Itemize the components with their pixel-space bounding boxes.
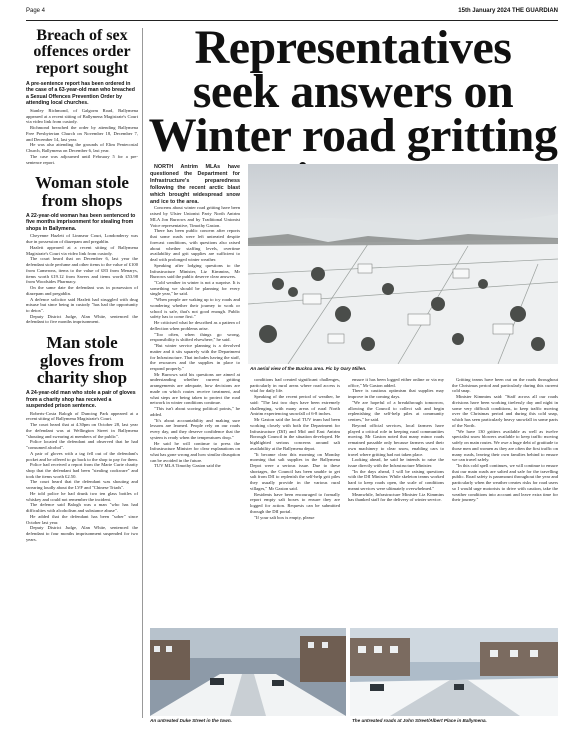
story-paragraph: Deputy District Judge, Alan White, sentenced the defendant to four months imprisonment suspended for two years. xyxy=(26,525,138,542)
main-paragraph: Gritting teams have been out on the roads throughout the Christmas period and particularly during this current cold snap. xyxy=(452,377,558,394)
main-paragraph: Beyond official services, local farmers have played a critical role in keeping rural communities moving. Mr Gaston noted that many minor roads remained passable only because farmers used their own machinery to clear snow, enabling cars to travel where gritting had not taken place. xyxy=(348,422,444,457)
main-paragraph: Mr Gaston said the local TUV team had been working closely with both the Department for Infrastructure (DfI) and Mid and East Antrim Borough Council in the situation developed. He highlighted serious concerns around salt availability at the Ballymena depot. xyxy=(250,417,340,451)
story-paragraph: Hazlett appeared at a recent sitting of Ballymena Magistrate's Court via video link from custody. xyxy=(26,244,138,256)
main-paragraph: "It became clear this morning on Monday morning that salt supplies in the Ballymena Depot were a serious issue. Due to these shortages, the Council has been unable to get salt from DfI to replenish the self-help grit piles they usually provide in the various rural villages," Mr Gaston said. xyxy=(250,451,340,491)
story-paragraph: Richmond breached the order by attending Ballymena Free Presbyterian Church on November 18, December 7, and December 14, last year. xyxy=(26,125,138,142)
main-column-2 xyxy=(250,377,340,520)
story-headline: Breach of sex offences order report sought xyxy=(33,27,131,77)
story-paragraph: A pair of gloves with a tag fell out of the defendant's pocket and he offered to go back to the shop to pay for them. xyxy=(26,450,138,462)
photo-caption: An untreated Duke Street in the town. xyxy=(150,718,232,723)
main-paragraph: "If your salt box is empty, please xyxy=(254,514,315,520)
photo-caption: An aerial view of the Buckna area. Pic by Gary Millen. xyxy=(250,366,367,371)
story-paragraph: He added that the defendant has been "sober" since October last year. xyxy=(26,513,138,525)
main-paragraph: "We are hopeful of a breakthrough tomorrow, allowing the Council to collect salt and begin replenishing the self-help piles at community centres," he said. xyxy=(348,399,444,423)
main-paragraph: There has been public concern after reports that some roads were left untreated despite forecast conditions, with questions also raised about whether staffing levels, overtime availability and grit supplies are sufficient to deal with prolonged winter weather. xyxy=(150,228,240,263)
main-paragraph: Speaking of the recent period of weather, he said: "The last two days have been extremely challenging, with many areas of rural North Antrim experiencing snowfall of 6-8 inches. xyxy=(250,394,340,417)
story-paragraph: The defence said Balogh was a man "who has had difficulties with alcoholism and substance abuse". xyxy=(26,502,138,514)
main-paragraph: Minister Kimmins said: "Staff across all our roads divisions have been working tirelessly day and night in some very difficult conditions, to keep traffic moving over the Christmas period and during this cold snap, which has seen particularly heavy snowfall in some parts of the North. xyxy=(452,394,558,428)
aerial-photo xyxy=(248,164,558,364)
story-paragraph: Stanley Richmond, of Galgorm Road, Ballymena appeared at a recent sitting of Ballymena Magistrate's Court via video link from custody. xyxy=(26,107,138,125)
main-paragraph: "In the days ahead, I will be raising questions with the DfI Minister. While skeleton teams worked hard to keep roads open, the scale of conditions meant services were ultimately overwhelmed." xyxy=(348,468,444,491)
story-paragraph: The case was adjourned until February 5 for a pre-sentence report. xyxy=(26,153,138,165)
photo-caption: The untreated roads at John Street/Albert Place in Ballymena. xyxy=(352,718,487,723)
story-paragraph: The court heard that the defendant was shouting and swearing loudly about the LVF and "Chinese Triads". xyxy=(26,479,138,491)
story-paragraph: Police located the defendant and observed that he had "consumed alcohol". xyxy=(26,439,138,451)
page-header xyxy=(26,8,558,18)
street-photo xyxy=(150,628,346,716)
main-paragraph: "In this cold spell continues, we will continue to ensure that our main roads are salted and safe for the travelling public. Road safety is paramount throughout the year and particularly when the weather creates risks for road users so I would urge motorists to drive with caution, take the weather conditions into account and leave extra time for their journey." xyxy=(452,463,558,503)
main-paragraph: Residents have been encouraged to formally report empty salt boxes to ensure they are logged for action. Requests can be submitted through the DfI portal. xyxy=(250,491,340,514)
main-paragraph: Mr Burrows said his questions are aimed at understanding whether current gritting arrangements are adequate, how decisions are made on which routes receive treatment, and what steps are being taken to protect the road network in winter conditions continue. xyxy=(150,371,240,406)
main-paragraph: Looking ahead, he said he intends to raise the issue directly with the Infrastructure Minister. xyxy=(348,457,444,469)
story-paragraph: Police had received a report from the Marie Curie charity shop that the defendant had been "stealing cookware" and took the items worth £2.50. xyxy=(26,462,138,479)
main-column-4 xyxy=(452,377,558,503)
story-woman xyxy=(26,174,138,325)
main-headline: Representatives seek answers on Winter road gritting xyxy=(148,21,558,162)
story-paragraph: A defence solicitor said Hazlett had struggled with drug misuse but since being in custody "has had the opportunity to detox". xyxy=(26,296,138,313)
story-paragraph: The court heard that at 4.30pm on October 28, last year the defendant was at Wellington Street in Ballymena "shouting and swearing at members of the public". xyxy=(26,422,138,439)
column-divider xyxy=(142,28,143,718)
page-number: Page 4 xyxy=(26,8,46,14)
roads-photo xyxy=(350,628,558,716)
main-paragraph: He criticised what he described as a pattern of deflection when problems arise. xyxy=(150,320,240,331)
main-paragraph: TUV MLA Timothy Gaston said the xyxy=(154,463,221,469)
main-paragraph: "Cold weather in winter is not a surprise. It is something we should be planning for every single year," he said. xyxy=(150,279,240,297)
story-breach xyxy=(26,28,138,165)
main-paragraph: ensure it has been logged either online or via my office," Mr Gaston added. xyxy=(348,377,444,388)
story-paragraph: He was also attending the grounds of Elim Pentecostal Church, Ballymena on December 6, last year. xyxy=(26,142,138,154)
main-paragraph: conditions had created significant challenges, particularly in rural areas where road access is vital for daily life. xyxy=(250,377,340,394)
left-column xyxy=(26,28,138,543)
main-paragraph: "We have 130 gritters available as well as twelve specialist snow blowers available to keep traffic moving safely on main routes. We owe a huge debt of gratitude to those men and women as they are often the first traffic on many roads, leaving their own families behind to ensure we can travel safely. xyxy=(452,428,558,463)
main-intro: NORTH Antrim MLAs have questioned the Department for Infrastructure's preparedness following the recent arctic blast which brought widespread snow and ice to the area. xyxy=(150,164,240,205)
story-headline: Woman stole from shops xyxy=(35,173,129,210)
main-paragraph: There is cautious optimism that supplies may improve in the coming days. xyxy=(348,388,444,400)
story-lead: A 22-year-old woman has been sentenced to five months imprisonment for stealing from shops in Ballymena. xyxy=(26,212,136,232)
story-headline: Man stole gloves from charity shop xyxy=(36,333,128,387)
story-paragraph: Roberts-Costa Balogh of Duncing Park appeared at a recent sitting of Ballymena Magistrate's Court. xyxy=(26,410,138,422)
story-lead: A 24-year-old man who stole a pair of gloves from a charity shop has received a suspended prison sentence. xyxy=(26,390,136,410)
main-column-1 xyxy=(150,164,240,469)
main-paragraph: Meanwhile, Infrastructure Minister Liz Kimmins has thanked staff for the delivery of winter service. xyxy=(348,491,444,503)
main-paragraph: "When people are waking up to icy roads and wondering whether their journey to work or school is safe, that's not good enough. Public safety has to come first." xyxy=(150,297,240,320)
main-paragraph: He said he will continue to press the Infrastructure Minister for clear explanations on what has gone wrong and how similar disruption can be avoided in the future. xyxy=(150,440,240,463)
main-paragraph: "It's about accountability and making sure lessons are learned. People rely on our roads every day, and they deserve confidence that the system is ready when the temperatures drop." xyxy=(150,417,240,440)
main-paragraph: "But winter service planning is a devolved matter and it sits squarely with the Department for Infrastructure. That includes having the staff, the resources and the supplies in place to respond properly." xyxy=(150,343,240,371)
story-paragraph: On the same date the defendant was in possession of diazepam and pregablin. xyxy=(26,285,138,296)
story-gloves xyxy=(26,334,138,542)
main-paragraph: Concerns about winter road gritting have been raised by Ulster Unionist Party North Antrim MLA Jon Burrows and by Traditional Unionist Voice representative, Timothy Gaston. xyxy=(150,205,240,228)
main-column-3 xyxy=(348,377,444,503)
main-paragraph: Speaking after lodging questions to the Infrastructure Minister, Liz Kimmins, Mr Burrows said the public deserve clear answers. xyxy=(150,262,240,280)
story-paragraph: Cheyenne Hazlett of Linnsear Court, Londonderry was due in possession of diazepam and pregablin. xyxy=(26,233,138,245)
story-paragraph: He told police he had drunk two ten glass bottles of whiskey and could not remember the incident. xyxy=(26,490,138,502)
main-paragraph: "This isn't about scoring political points," he added. xyxy=(150,406,240,417)
story-paragraph: Deputy District Judge, Alan White, sentenced the defendant to five months imprisonment. xyxy=(26,313,138,325)
story-lead: A pre-sentence report has been ordered in the case of a 63-year-old man who breached a Sexual Offences Prevention Order by attending local churches. xyxy=(26,80,135,107)
date-publication: 15th January 2024 THE GUARDIAN xyxy=(458,8,558,14)
main-paragraph: "Too often, when things go wrong, responsibility is shifted elsewhere," he said. xyxy=(150,331,240,343)
story-paragraph: The court heard that on December 6, last year the defendant stole perfume and other items to the value of £100 from Camerons, items to the value of £83 from Menarys, items worth £19.12 from Savers and items worth £53.98 from Woodsides Pharmacy. xyxy=(26,256,138,285)
